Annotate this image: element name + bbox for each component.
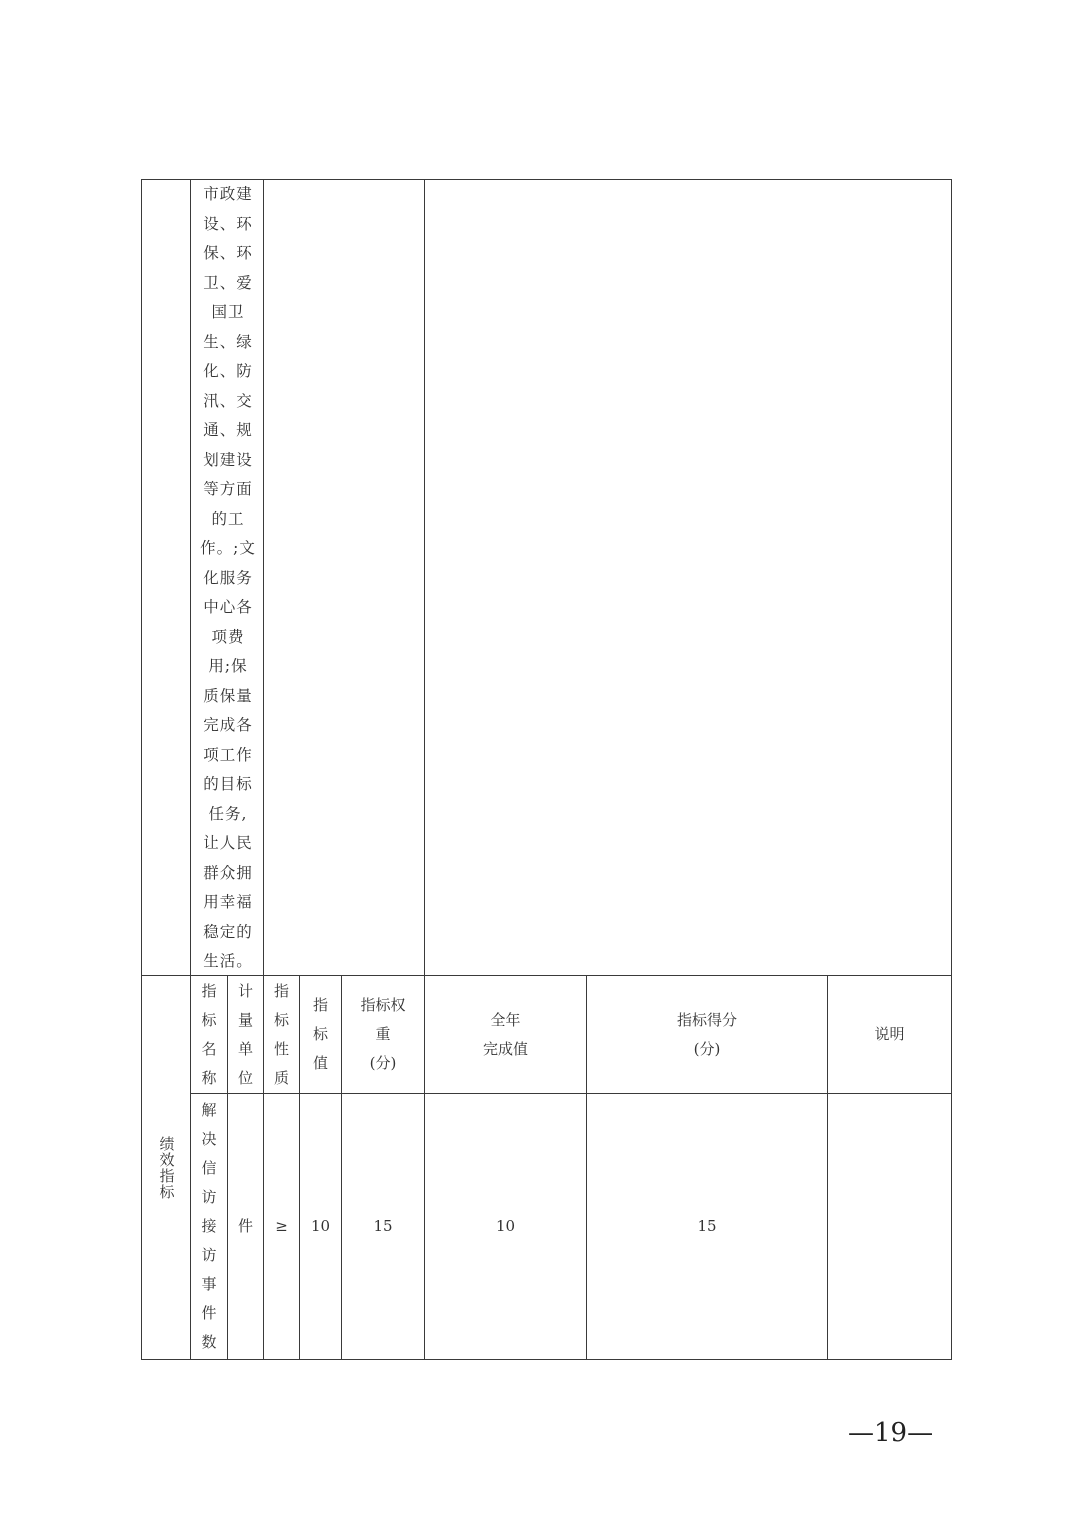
row-unit-text: 件 <box>237 1217 253 1235</box>
header-unit-text: 计量单位 <box>238 981 254 1087</box>
description-line: 作。;文 <box>200 539 256 557</box>
row-name-text: 解决信访接访事件数 <box>201 1101 217 1351</box>
description-line: 的工 <box>211 509 245 528</box>
description-line: 国卫 <box>211 303 245 321</box>
description-line: 生、绿 <box>203 332 253 351</box>
row-completion-text: 10 <box>495 1217 516 1235</box>
description-line: 通、规 <box>203 421 253 439</box>
row-weight <box>342 1094 424 1359</box>
description-line: 质保量 <box>203 686 253 705</box>
header-completion <box>425 976 586 1093</box>
header-weight-line2: 重 <box>375 1025 391 1043</box>
description-line: 化服务 <box>203 568 253 587</box>
header-weight-line3: (分) <box>369 1054 397 1072</box>
description-line: 用幸福 <box>203 893 253 911</box>
description-line: 任务, <box>208 804 248 823</box>
description-line: 等方面 <box>203 480 253 498</box>
header-name <box>191 976 227 1093</box>
description-line: 生活。 <box>203 952 253 970</box>
header-nature <box>264 976 299 1093</box>
row-nature <box>264 1094 299 1359</box>
description-line: 卫、爱 <box>203 273 253 292</box>
row-completion <box>425 1094 586 1359</box>
description-line: 让人民 <box>203 834 253 852</box>
description-line: 项工作 <box>203 745 253 764</box>
row-score-text: 15 <box>697 1217 717 1235</box>
section-label-cell <box>141 976 191 1359</box>
row-value-text: 10 <box>310 1217 331 1235</box>
row-score <box>587 1094 827 1359</box>
header-unit <box>228 976 263 1093</box>
row-nature-text: ≥ <box>275 1217 288 1235</box>
description-line: 市政建 <box>203 185 253 203</box>
row-value <box>300 1094 341 1359</box>
header-score <box>587 976 827 1093</box>
description-line: 稳定的 <box>203 922 253 941</box>
header-weight-line1: 指标权 <box>360 996 406 1014</box>
header-note-text: 说明 <box>874 1025 905 1043</box>
description-line: 设、环 <box>203 214 253 233</box>
description-line: 用;保 <box>208 657 248 675</box>
description-line: 群众拥 <box>203 863 253 882</box>
header-note <box>828 976 951 1093</box>
description-line: 的目标 <box>203 775 253 793</box>
header-score-line2: (分) <box>693 1039 721 1058</box>
description-line: 化、防 <box>203 362 253 380</box>
header-value-text: 指标值 <box>312 996 328 1072</box>
header-completion-line1: 全年 <box>490 1010 521 1029</box>
section-label: 绩效指标 <box>157 1135 176 1200</box>
header-nature-text: 指标性质 <box>274 981 290 1087</box>
row-name <box>191 1094 227 1359</box>
description-line: 项费 <box>211 627 245 646</box>
description-line: 保、环 <box>203 244 253 262</box>
header-completion-line2: 完成值 <box>482 1039 528 1058</box>
description-line: 完成各 <box>203 716 253 734</box>
header-name-text: 指标名称 <box>201 981 217 1087</box>
description-line: 中心各 <box>203 598 253 616</box>
row-weight-text: 15 <box>373 1217 393 1235</box>
row-unit <box>228 1094 263 1359</box>
description-line: 汛、交 <box>203 391 253 410</box>
page-number: —19— <box>848 1418 934 1448</box>
row-note <box>828 1094 951 1359</box>
header-score-line1: 指标得分 <box>676 1010 737 1029</box>
description-line: 划建设 <box>203 450 253 469</box>
header-weight <box>342 976 424 1093</box>
description-text <box>198 180 258 977</box>
table-border-right <box>951 179 952 1360</box>
header-value <box>300 976 341 1093</box>
